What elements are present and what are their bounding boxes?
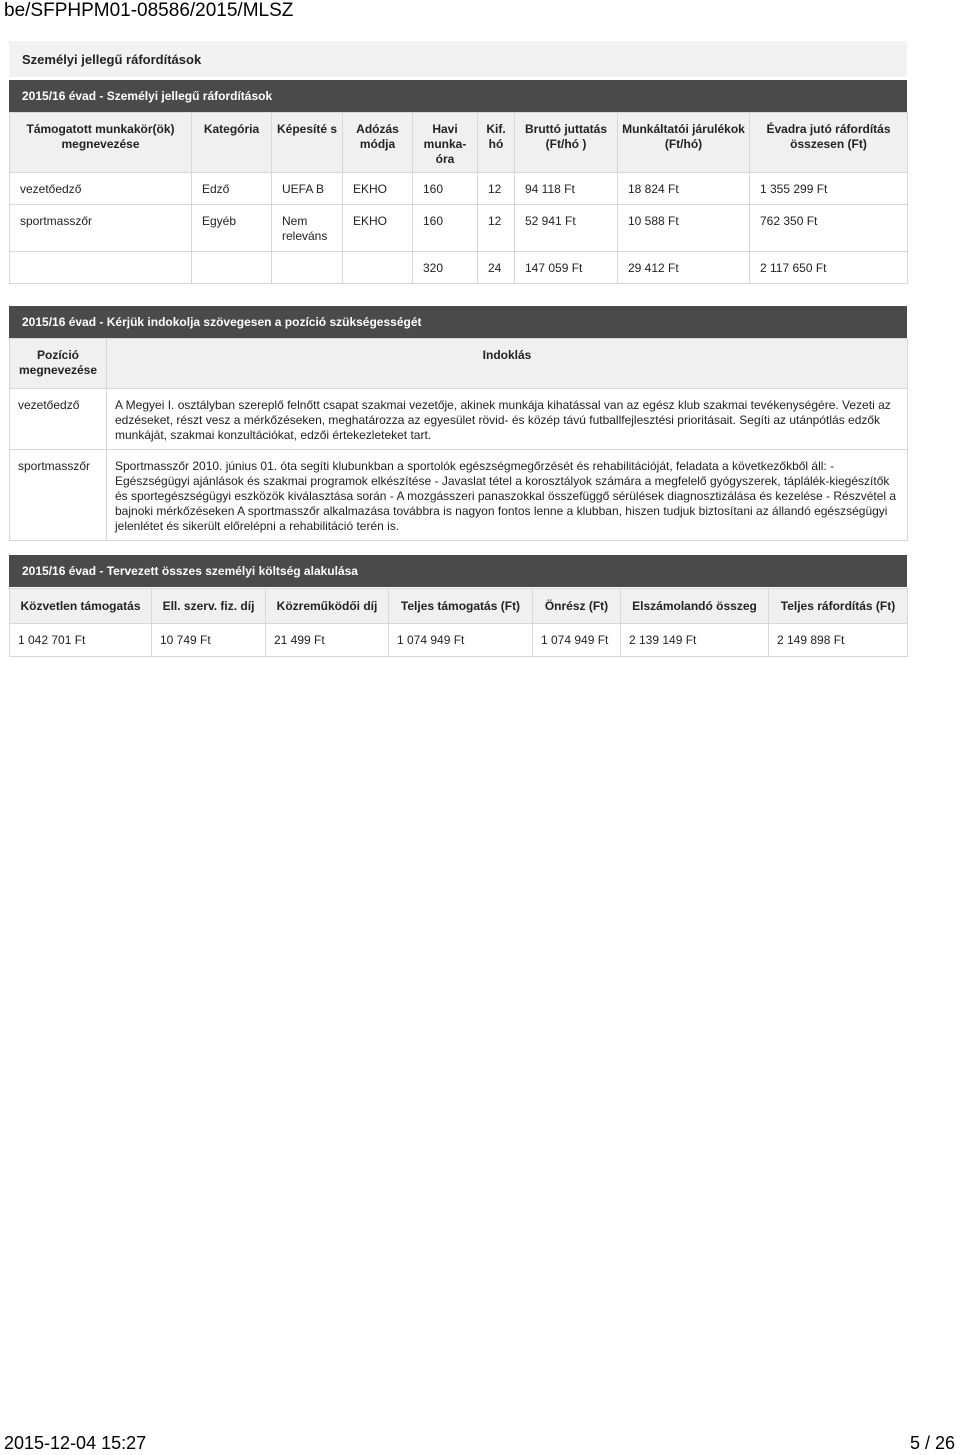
table1-title: 2015/16 évad - Személyi jellegű ráfordítások [9, 80, 907, 112]
col-header: Pozíció megnevezése [10, 339, 107, 389]
table-row [10, 389, 908, 450]
personal-costs-table [9, 112, 908, 284]
col-header: Elszámolandó összeg [621, 589, 769, 624]
col-header: Kategória [192, 113, 272, 173]
table-row [10, 624, 908, 657]
table-row [10, 450, 908, 541]
total-cell: 29 412 Ft [618, 252, 750, 284]
totals-row [10, 252, 908, 284]
cell: 1 074 949 Ft [389, 624, 533, 657]
cell: 2 139 149 Ft [621, 624, 769, 657]
cell: vezetőedző [10, 389, 107, 450]
table-header-row [10, 589, 908, 624]
col-header: Közreműködői díj [266, 589, 389, 624]
cell: A Megyei I. osztályban szereplő felnőtt csapat szakmai vezetője, akinek munkája kihatással van az egész klub szakmai tevékenységére. Vezeti az edzéseket, részt vesz a mérkőzéseken, meghatározza az egyesület rövid- és közép távú futballfejlesztési prioritásait. Segíti az utánpótlás edzők munkáját, szakmai konzultációkat, edzői értekezleteket tart. [107, 389, 908, 450]
cell: Egyéb [192, 205, 272, 252]
cell: UEFA B [272, 173, 343, 205]
cell: Sportmasszőr 2010. június 01. óta segíti klubunkban a sportolók egészségmegőrzését és rehabilitációját, feladata a következőkből áll: - Egészségügyi ajánlások és szakmai programok elkészítése - Javaslat tétel a korosztályok számára a megfelelő gyógyszerek, táplálék-kiegészítők és sportegészségügyi eszközök kiválasztása során - A mozgásszeri panaszokkal összefüggő sérülések diagnosztizálása és kezelése - Részvétel a bajnoki mérkőzéseken A sportmasszőr alkalmazása továbbra is nagyon fontos lenne a klubban, hiszen tudjuk biztosítani az állandó egészségügyi jelenlétet és sikerült előrelépni a rehabilitáció terén is. [107, 450, 908, 541]
table-header-row [10, 339, 908, 389]
cell [272, 252, 343, 284]
table-row [10, 205, 908, 252]
cell: 1 355 299 Ft [750, 173, 908, 205]
cell: sportmasszőr [10, 450, 107, 541]
cell: 52 941 Ft [515, 205, 618, 252]
total-cell: 320 [413, 252, 478, 284]
cell: 10 749 Ft [152, 624, 266, 657]
cell: 160 [413, 205, 478, 252]
cell: 12 [478, 173, 515, 205]
col-header: Havi munka- óra [413, 113, 478, 173]
cell: vezetőedző [10, 173, 192, 205]
cell: 21 499 Ft [266, 624, 389, 657]
col-header: Évadra jutó ráfordítás összesen (Ft) [750, 113, 908, 173]
footer-timestamp: 2015-12-04 15:27 [4, 1433, 147, 1453]
total-cell: 24 [478, 252, 515, 284]
table2-title: 2015/16 évad - Kérjük indokolja szövegesen a pozíció szükségességét [9, 306, 907, 338]
col-header: Közvetlen támogatás [10, 589, 152, 624]
cell: 160 [413, 173, 478, 205]
cell: EKHO [343, 205, 413, 252]
document-id: be/SFPHPM01-08586/2015/MLSZ [4, 0, 294, 21]
col-header: Önrész (Ft) [533, 589, 621, 624]
cell: 1 074 949 Ft [533, 624, 621, 657]
table-row [10, 173, 908, 205]
total-cell: 2 117 650 Ft [750, 252, 908, 284]
cell: 2 149 898 Ft [769, 624, 908, 657]
col-header: Képesíté s [272, 113, 343, 173]
cell [192, 252, 272, 284]
col-header: Kif. hó [478, 113, 515, 173]
col-header: Bruttó juttatás (Ft/hó ) [515, 113, 618, 173]
section-title: Személyi jellegű ráfordítások [9, 41, 907, 77]
cell: 12 [478, 205, 515, 252]
cell: 94 118 Ft [515, 173, 618, 205]
col-header: Teljes támogatás (Ft) [389, 589, 533, 624]
col-header: Teljes ráfordítás (Ft) [769, 589, 908, 624]
col-header: Támogatott munkakör(ök) megnevezése [10, 113, 192, 173]
cell: Nem releváns [272, 205, 343, 252]
page-number: 5 / 26 [909, 1433, 955, 1453]
table-header-row [10, 113, 908, 173]
col-header: Munkáltatói járulékok (Ft/hó) [618, 113, 750, 173]
cell [343, 252, 413, 284]
cell: 18 824 Ft [618, 173, 750, 205]
total-cell: 147 059 Ft [515, 252, 618, 284]
cell: Edző [192, 173, 272, 205]
col-header: Ell. szerv. fiz. díj [152, 589, 266, 624]
cell: 10 588 Ft [618, 205, 750, 252]
table3-title: 2015/16 évad - Tervezett összes személyi költség alakulása [9, 555, 907, 587]
cell [10, 252, 192, 284]
cell: 1 042 701 Ft [10, 624, 152, 657]
justification-table [9, 338, 908, 541]
col-header: Adózás módja [343, 113, 413, 173]
cell: EKHO [343, 173, 413, 205]
col-header: Indoklás [107, 339, 908, 389]
total-costs-table [9, 588, 908, 657]
cell: 762 350 Ft [750, 205, 908, 252]
cell: sportmasszőr [10, 205, 192, 252]
